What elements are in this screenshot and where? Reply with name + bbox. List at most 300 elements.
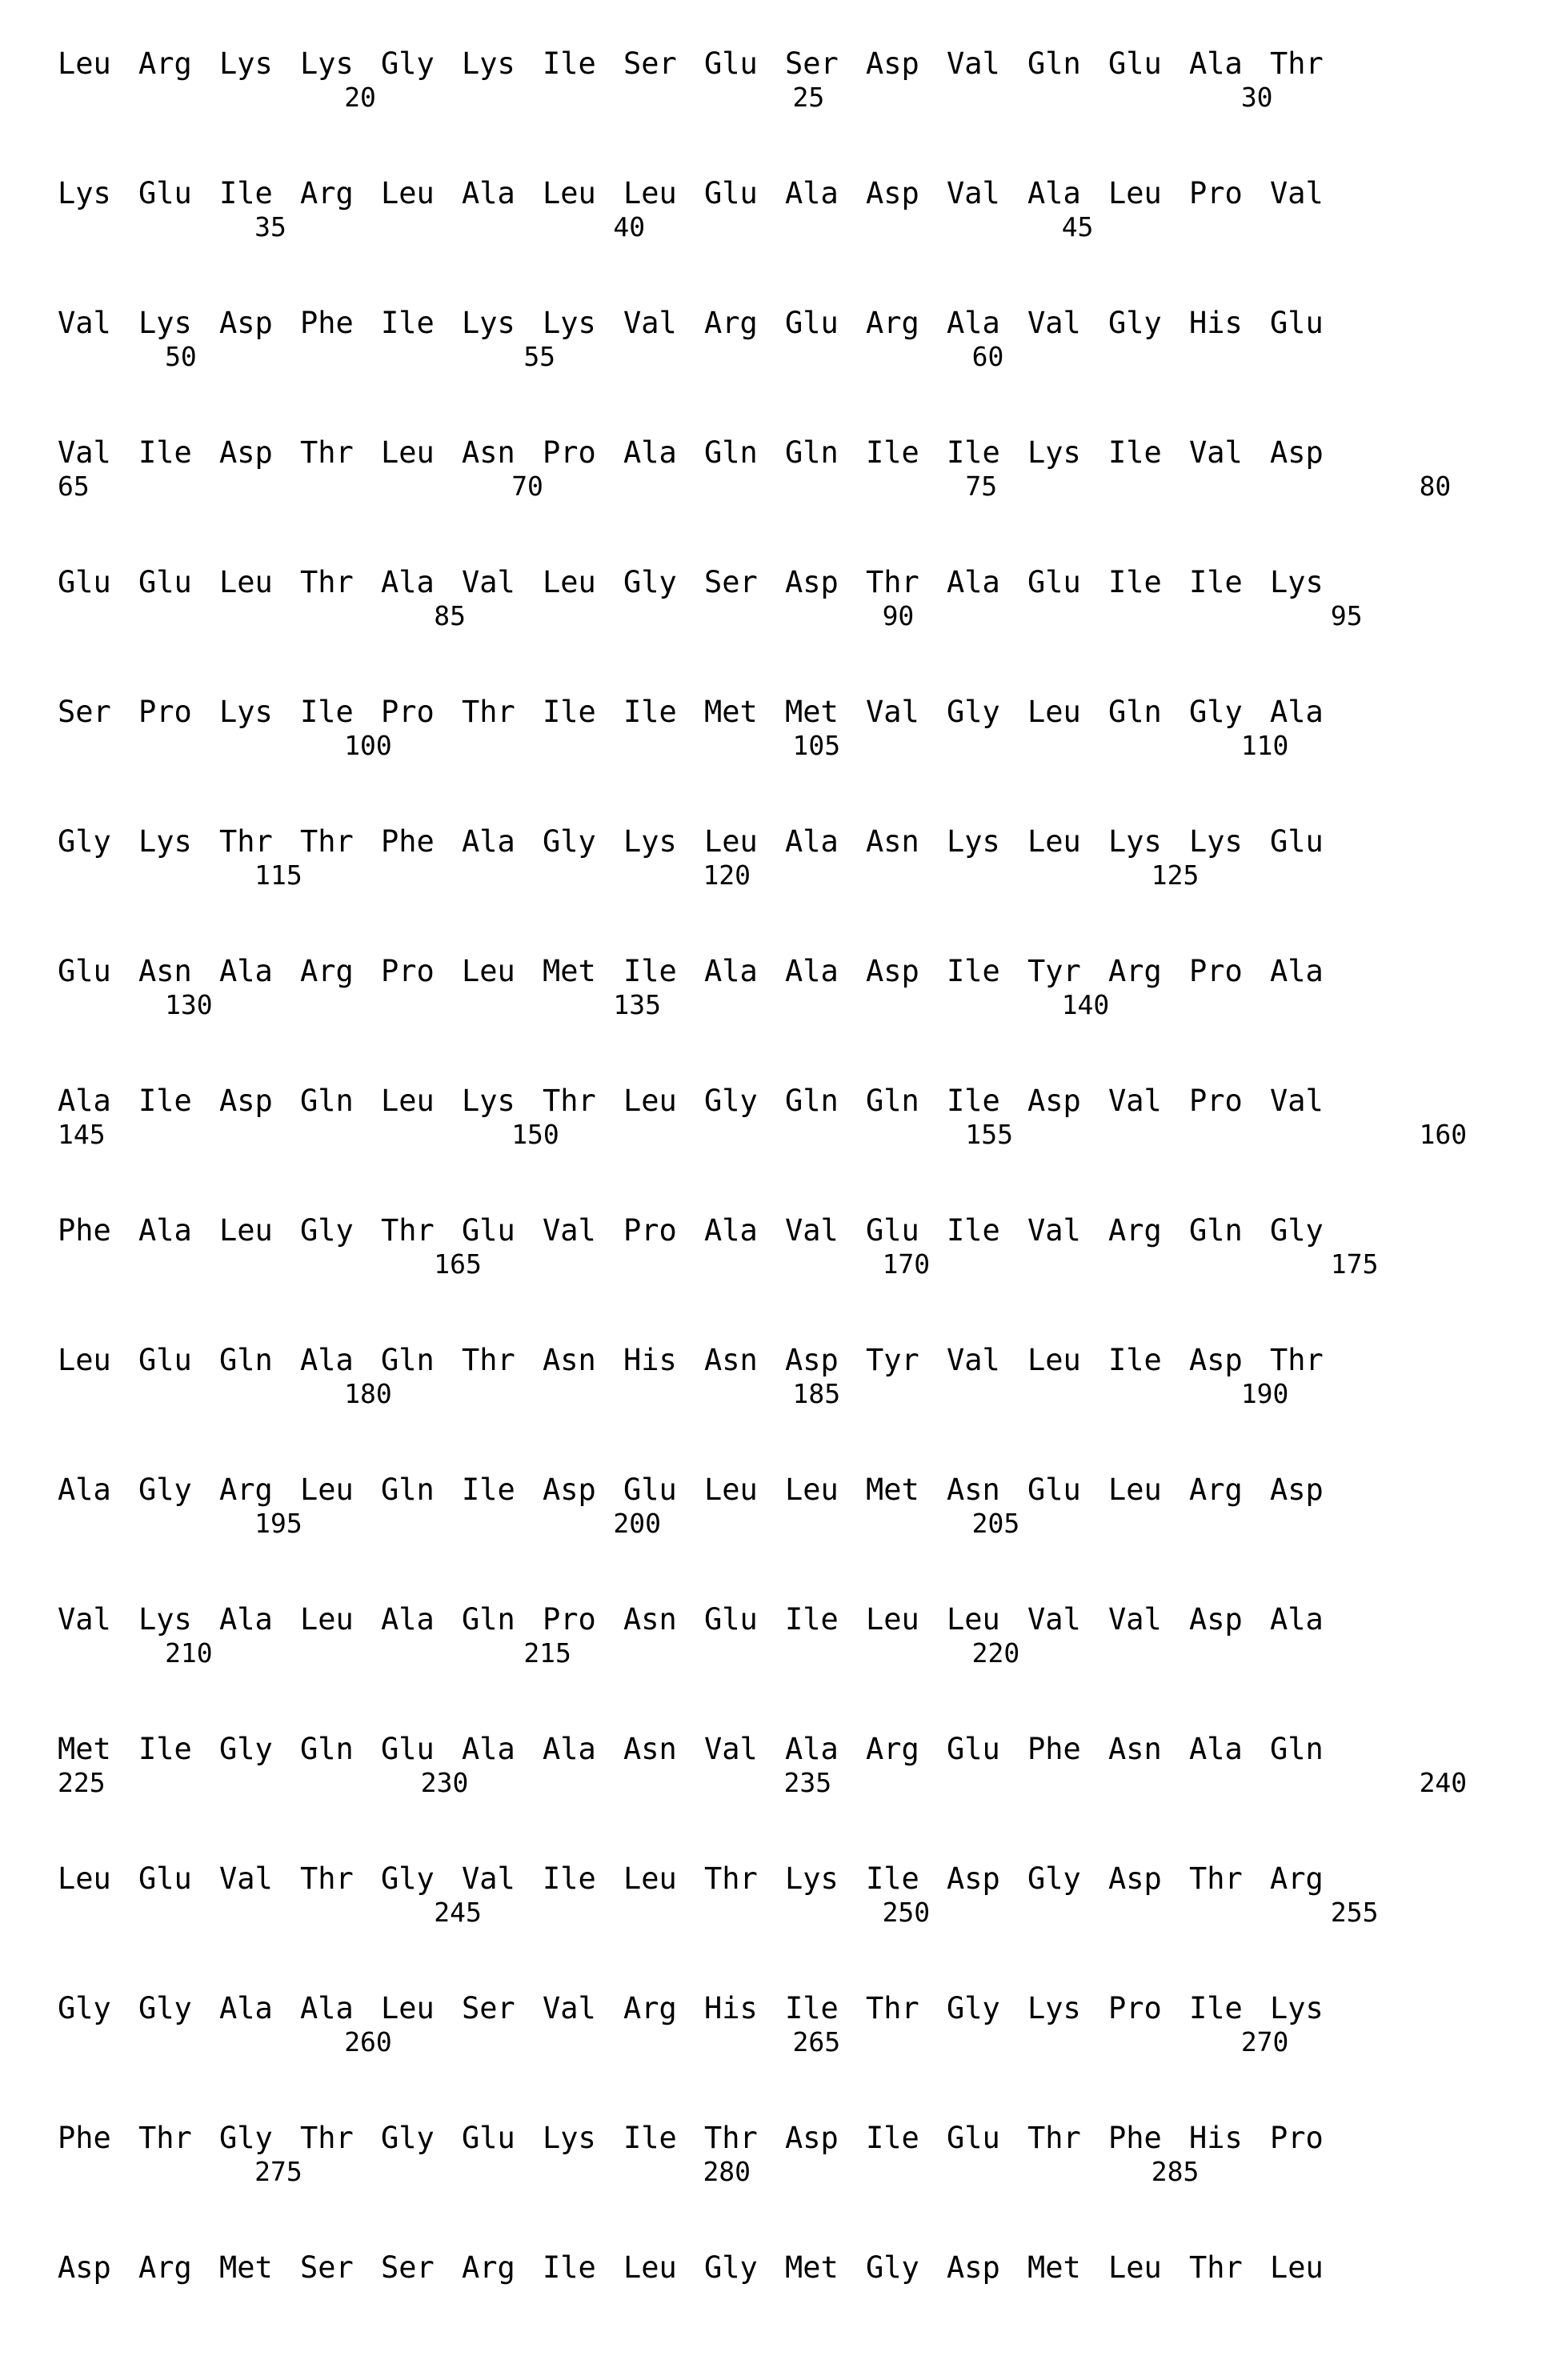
residue-cell: Val: [462, 565, 515, 599]
sequence-block: [58, 1472, 1492, 1543]
residue-number: [1134, 989, 1224, 1024]
residue-number: [506, 211, 595, 246]
residue-cell: Glu: [1027, 1472, 1081, 1507]
residue-number: [775, 989, 865, 1024]
residue-cell: Ala: [1270, 695, 1324, 729]
residue-cell: Asn: [138, 954, 192, 988]
residue-number: [955, 211, 1044, 246]
residue-cell: Leu: [1108, 1472, 1162, 1507]
residue-cell: Glu: [785, 306, 839, 340]
residue-cell: Ile: [623, 954, 677, 988]
residue-number: [595, 1248, 685, 1284]
residue-cell: Gly: [138, 1991, 192, 2025]
residue-number: 150: [511, 1119, 559, 1150]
residue-number: [1134, 1637, 1224, 1673]
residue-cell: Thr: [300, 2121, 354, 2155]
residue-cell: Val: [1027, 1213, 1081, 1248]
residue-cell: Ala: [219, 1602, 273, 1637]
residue-number: [775, 1248, 865, 1284]
residue-cell: Ala: [381, 1602, 435, 1637]
residue-number: [865, 859, 955, 895]
residue-number: [1224, 1897, 1313, 1932]
residue-number: [237, 2286, 326, 2321]
residue-number-row: [58, 1119, 1492, 1154]
residue-row: [58, 306, 1492, 341]
residue-number: [685, 2286, 775, 2321]
residue-number: [685, 341, 775, 376]
residue-cell: Ile: [947, 954, 1000, 988]
residue-number: [1224, 1508, 1313, 1543]
residue-cell: Gln: [866, 1084, 919, 1118]
residue-cell: Asn: [1108, 1732, 1162, 1766]
residue-number: [595, 1637, 685, 1673]
residue-cell: Thr: [1027, 2121, 1081, 2155]
residue-number: [147, 211, 237, 246]
residue-cell: Asp: [866, 176, 919, 210]
residue-number: [506, 1248, 595, 1284]
residue-cell: Ile: [1189, 1991, 1243, 2025]
residue-cell: Ile: [623, 2121, 677, 2155]
residue-cell: Leu: [219, 1213, 273, 1248]
residue-cell: Leu: [704, 824, 758, 859]
residue-number: [416, 2026, 506, 2061]
residue-number: 80: [1419, 471, 1452, 502]
residue-cell: Pro: [1189, 1084, 1243, 1118]
residue-number: [58, 989, 147, 1024]
residue-cell: Glu: [947, 1732, 1000, 1766]
residue-number: [1403, 1378, 1492, 1413]
residue-number: [1134, 2026, 1224, 2061]
residue-number: [147, 730, 237, 765]
residue-number: [1403, 989, 1492, 1024]
residue-cell: Val: [1027, 306, 1081, 340]
residue-cell: Ala: [785, 1732, 839, 1766]
residue-cell: Leu: [785, 1472, 839, 1507]
residue-cell: Ile: [785, 1991, 839, 2025]
residue-number: [857, 471, 947, 506]
residue-cell: His: [1189, 2121, 1243, 2155]
residue-cell: Ala: [58, 1472, 111, 1507]
residue-cell: Leu: [947, 1602, 1000, 1637]
residue-cell: Ser: [704, 565, 758, 599]
residue-cell: Pro: [381, 695, 435, 729]
residue-cell: Thr: [300, 565, 354, 599]
residue-number: [147, 2156, 237, 2191]
residue-cell: Glu: [1108, 46, 1162, 81]
residue-cell: Thr: [462, 1343, 515, 1377]
residue-cell: Leu: [1108, 176, 1162, 210]
residue-number: [1044, 1248, 1134, 1284]
residue-number: 55: [523, 341, 556, 372]
residue-number: [237, 730, 326, 765]
residue-number: [506, 2286, 595, 2321]
residue-cell: Val: [543, 1991, 596, 2025]
residue-number: [1311, 1119, 1401, 1154]
residue-number: [685, 1378, 775, 1413]
residue-cell: Lys: [543, 2121, 596, 2155]
residue-row: [58, 1602, 1492, 1637]
residue-cell: Thr: [300, 435, 354, 470]
residue-number: [1129, 1119, 1220, 1154]
residue-cell: Ala: [1189, 46, 1243, 81]
residue-cell: Arg: [1189, 1472, 1243, 1507]
residue-cell: Lys: [462, 1084, 515, 1118]
residue-number: [1039, 1119, 1129, 1154]
residue-number: 65: [58, 471, 90, 502]
residue-number: [1224, 341, 1313, 376]
residue-cell: Gly: [381, 1861, 435, 1896]
residue-cell: Ala: [785, 954, 839, 988]
sequence-block: [58, 435, 1492, 506]
residue-cell: Ile: [947, 435, 1000, 470]
residue-number: 215: [523, 1637, 571, 1669]
residue-number: 175: [1330, 1248, 1379, 1280]
residue-number: [775, 341, 865, 376]
residue-cell: Val: [1108, 1084, 1162, 1118]
residue-number: [147, 600, 237, 635]
residue-number: [1039, 471, 1129, 506]
sequence-block: [58, 306, 1492, 376]
residue-cell: Leu: [543, 565, 596, 599]
residue-number: [865, 2026, 955, 2061]
residue-number: [955, 82, 1044, 117]
residue-number: [857, 1119, 947, 1154]
residue-number: [237, 2026, 326, 2061]
residue-cell: Val: [58, 306, 111, 340]
residue-number: [1224, 989, 1313, 1024]
residue-number: [955, 859, 1044, 895]
residue-cell: Ala: [462, 824, 515, 859]
residue-number: [312, 1119, 403, 1154]
residue-number: [506, 859, 595, 895]
residue-cell: Ile: [1108, 435, 1162, 470]
residue-cell: Asp: [785, 1343, 839, 1377]
residue-cell: Glu: [58, 954, 111, 988]
residue-cell: Gly: [58, 1991, 111, 2025]
residue-number: [1044, 2156, 1134, 2191]
residue-cell: Arg: [1108, 1213, 1162, 1248]
residue-number: [1129, 471, 1220, 506]
residue-cell: Arg: [138, 46, 192, 81]
residue-cell: Asp: [1270, 435, 1324, 470]
residue-cell: Leu: [381, 1991, 435, 2025]
residue-number: 90: [882, 600, 915, 631]
residue-number: 145: [58, 1119, 106, 1150]
residue-number: 190: [1240, 1378, 1289, 1409]
residue-number: [58, 2026, 147, 2061]
residue-number: [416, 211, 506, 246]
sequence-block: [58, 1732, 1492, 1802]
residue-cell: Leu: [219, 565, 273, 599]
residue-cell: Leu: [300, 1602, 354, 1637]
residue-cell: Lys: [138, 306, 192, 340]
residue-cell: Leu: [623, 2250, 677, 2285]
sequence-block: [58, 1343, 1492, 1413]
residue-cell: Arg: [866, 306, 919, 340]
residue-cell: Arg: [704, 306, 758, 340]
residue-cell: Val: [543, 1213, 596, 1248]
residue-cell: Val: [866, 695, 919, 729]
residue-cell: Arg: [866, 1732, 919, 1766]
residue-number: 75: [965, 471, 998, 502]
residue-number: [237, 1637, 326, 1673]
residue-number: [685, 1508, 775, 1543]
residue-number: [326, 1508, 416, 1543]
residue-number-row: [58, 211, 1492, 246]
residue-number: [595, 859, 685, 895]
residue-cell: Lys: [1027, 435, 1081, 470]
residue-cell: Lys: [138, 1602, 192, 1637]
residue-cell: Met: [543, 954, 596, 988]
residue-number: [416, 341, 506, 376]
residue-cell: Met: [1027, 2250, 1081, 2285]
residue-number: [312, 1767, 403, 1802]
residue-number: [1224, 1637, 1313, 1673]
residue-cell: Gly: [381, 46, 435, 81]
residue-cell: Lys: [1027, 1991, 1081, 2025]
residue-number: [1224, 1248, 1313, 1284]
residue-cell: Gly: [1270, 1213, 1324, 1248]
residue-number: [147, 82, 237, 117]
residue-number: [675, 471, 766, 506]
residue-number: [58, 211, 147, 246]
sequence-block: [58, 1213, 1492, 1284]
residue-cell: Arg: [1108, 954, 1162, 988]
residue-number: [237, 600, 326, 635]
residue-number: [1313, 2286, 1403, 2321]
residue-cell: Thr: [138, 2121, 192, 2155]
residue-cell: Thr: [704, 2121, 758, 2155]
residue-cell: Pro: [1270, 2121, 1324, 2155]
residue-number: [58, 600, 147, 635]
residue-cell: Val: [947, 1343, 1000, 1377]
residue-row: [58, 565, 1492, 600]
residue-cell: Asp: [1189, 1602, 1243, 1637]
residue-number: 50: [165, 341, 197, 372]
residue-number: [775, 2156, 865, 2191]
residue-number: [955, 2156, 1044, 2191]
residue-row: [58, 1213, 1492, 1248]
residue-cell: Ile: [462, 1472, 515, 1507]
residue-cell: Glu: [138, 176, 192, 210]
residue-cell: Gly: [381, 2121, 435, 2155]
residue-cell: Leu: [543, 176, 596, 210]
residue-number-row: [58, 1767, 1492, 1802]
residue-number: 110: [1240, 730, 1289, 761]
residue-cell: Gly: [1189, 695, 1243, 729]
sequence-block: [58, 824, 1492, 895]
residue-number: 270: [1240, 2026, 1289, 2057]
residue-number: [865, 1378, 955, 1413]
residue-cell: Gln: [381, 1472, 435, 1507]
residue-row: [58, 1084, 1492, 1119]
residue-cell: Ile: [543, 2250, 596, 2285]
residue-cell: Gly: [704, 2250, 758, 2285]
residue-cell: Met: [58, 1732, 111, 1766]
residue-cell: Val: [1270, 1084, 1324, 1118]
residue-number: 165: [434, 1248, 482, 1280]
residue-cell: Leu: [704, 1472, 758, 1507]
residue-number: [416, 2156, 506, 2191]
residue-cell: Val: [1027, 1602, 1081, 1637]
residue-number: [1134, 2286, 1224, 2321]
residue-number: [416, 730, 506, 765]
residue-cell: Glu: [623, 1472, 677, 1507]
residue-cell: Ala: [704, 1213, 758, 1248]
residue-number: [955, 2286, 1044, 2321]
residue-number: [237, 989, 326, 1024]
residue-cell: Gly: [947, 1991, 1000, 2025]
residue-number: 105: [792, 730, 841, 761]
sequence-block: [58, 954, 1492, 1024]
residue-number: [222, 1767, 312, 1802]
residue-cell: Ser: [381, 2250, 435, 2285]
residue-number: [685, 600, 775, 635]
residue-cell: Asp: [947, 1861, 1000, 1896]
residue-cell: Ile: [866, 435, 919, 470]
residue-cell: Lys: [785, 1861, 839, 1896]
residue-number: 25: [792, 82, 825, 113]
residue-number: [1313, 1508, 1403, 1543]
residue-cell: Pro: [543, 435, 596, 470]
residue-cell: Gln: [785, 435, 839, 470]
residue-number: [955, 989, 1044, 1024]
residue-cell: Thr: [1189, 2250, 1243, 2285]
residue-number: [1403, 1508, 1492, 1543]
residue-number: [147, 1378, 237, 1413]
residue-number: [1044, 82, 1134, 117]
residue-number: [1044, 1378, 1134, 1413]
residue-cell: Ser: [785, 46, 839, 81]
residue-cell: Asp: [219, 435, 273, 470]
residue-number: [685, 82, 775, 117]
residue-cell: Ala: [623, 435, 677, 470]
residue-number: [403, 471, 494, 506]
residue-number: [1044, 600, 1134, 635]
residue-number: [865, 1637, 955, 1673]
residue-cell: Lys: [1189, 824, 1243, 859]
residue-number: [585, 1119, 675, 1154]
residue-number: [955, 1897, 1044, 1932]
residue-cell: Ile: [1108, 565, 1162, 599]
residue-number: 280: [703, 2156, 751, 2187]
residue-cell: Thr: [704, 1861, 758, 1896]
residue-number: [326, 1637, 416, 1673]
sequence-block: [58, 1861, 1492, 1932]
residue-number: [506, 2156, 595, 2191]
residue-number: [147, 1508, 237, 1543]
residue-cell: Ala: [1189, 1732, 1243, 1766]
residue-cell: Met: [866, 1472, 919, 1507]
residue-cell: Val: [785, 1213, 839, 1248]
residue-number-row: [58, 989, 1492, 1024]
residue-cell: Gln: [300, 1732, 354, 1766]
residue-cell: Ile: [866, 2121, 919, 2155]
residue-number: [1403, 2156, 1492, 2191]
residue-cell: Glu: [381, 1732, 435, 1766]
residue-cell: Glu: [58, 565, 111, 599]
residue-number: [58, 1378, 147, 1413]
residue-cell: Ile: [543, 695, 596, 729]
residue-number-row: [58, 600, 1492, 635]
residue-cell: Asn: [947, 1472, 1000, 1507]
residue-number: 285: [1151, 2156, 1200, 2187]
residue-number: [1224, 211, 1313, 246]
residue-number: [506, 1378, 595, 1413]
residue-cell: Lys: [58, 176, 111, 210]
sequence-block: [58, 695, 1492, 765]
residue-number: [595, 82, 685, 117]
residue-cell: Leu: [58, 1343, 111, 1377]
residue-number: [416, 989, 506, 1024]
residue-cell: Pro: [138, 695, 192, 729]
residue-number: [595, 730, 685, 765]
residue-cell: Ser: [58, 695, 111, 729]
residue-number: [1403, 2026, 1492, 2061]
residue-cell: Pro: [1189, 954, 1243, 988]
residue-number: [1403, 1248, 1492, 1284]
residue-cell: Ile: [623, 695, 677, 729]
residue-number: [1313, 82, 1403, 117]
residue-number: [1220, 1767, 1311, 1802]
residue-cell: Ala: [219, 954, 273, 988]
residue-cell: Gly: [1027, 1861, 1081, 1896]
residue-row: [58, 176, 1492, 211]
residue-cell: Pro: [543, 1602, 596, 1637]
residue-number: [494, 1767, 584, 1802]
residue-cell: Ile: [1108, 1343, 1162, 1377]
residue-row: [58, 46, 1492, 82]
residue-cell: Ile: [300, 695, 354, 729]
residue-number: [147, 1248, 237, 1284]
residue-number: [585, 471, 675, 506]
residue-cell: Thr: [381, 1213, 435, 1248]
residue-number: [685, 730, 775, 765]
residue-number: [506, 1897, 595, 1932]
residue-number: [595, 2156, 685, 2191]
residue-number: [58, 859, 147, 895]
residue-number: [326, 600, 416, 635]
residue-number: [865, 989, 955, 1024]
residue-number: [416, 1508, 506, 1543]
residue-number: 210: [165, 1637, 213, 1669]
residue-cell: Leu: [381, 176, 435, 210]
residue-cell: Val: [947, 176, 1000, 210]
residue-cell: Asn: [623, 1732, 677, 1766]
residue-cell: Val: [1108, 1602, 1162, 1637]
residue-number: [1134, 1897, 1224, 1932]
residue-number: [1224, 859, 1313, 895]
residue-number: [775, 1897, 865, 1932]
residue-cell: Gln: [1189, 1213, 1243, 1248]
residue-number: [147, 2286, 237, 2321]
residue-number: [326, 211, 416, 246]
residue-cell: Arg: [219, 1472, 273, 1507]
residue-number: [416, 1637, 506, 1673]
residue-cell: Gly: [1108, 306, 1162, 340]
residue-cell: Ile: [219, 176, 273, 210]
residue-cell: Gln: [462, 1602, 515, 1637]
residue-cell: Leu: [623, 1861, 677, 1896]
residue-cell: Asn: [462, 435, 515, 470]
residue-cell: Ile: [138, 1732, 192, 1766]
residue-number: [675, 1767, 766, 1802]
residue-number: [685, 1248, 775, 1284]
sequence-block: [58, 1991, 1492, 2061]
residue-cell: Phe: [381, 824, 435, 859]
residue-cell: Gly: [300, 1213, 354, 1248]
residue-cell: Phe: [1108, 2121, 1162, 2155]
